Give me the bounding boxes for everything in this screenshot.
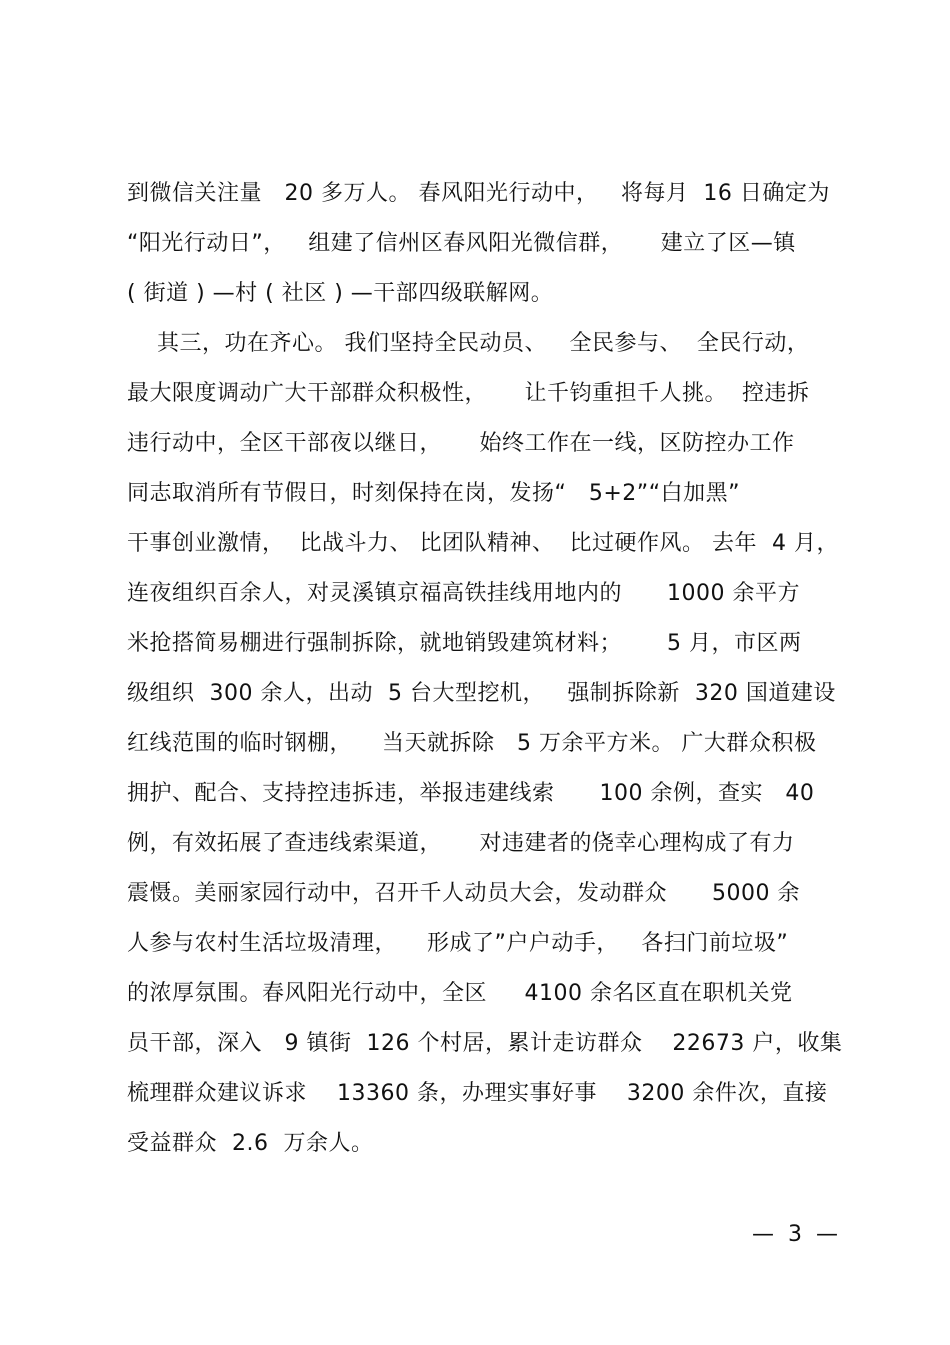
body-text-line: 违行动中，全区干部夜以继日， 始终工作在一线，区防控办工作 (127, 431, 795, 456)
page-number: — 3 — (752, 1222, 838, 1247)
body-text-line: 干事创业激情， 比战斗力、 比团队精神、 比过硬作风。 去年 4 月， (127, 531, 839, 556)
body-text-line: 拥护、配合、支持控违拆违，举报违建线索 100 余例，查实 40 (127, 781, 815, 806)
body-text-line: 梳理群众建议诉求 13360 条，办理实事好事 3200 余件次，直接 (127, 1081, 828, 1106)
body-text-line: 连夜组织百余人，对灵溪镇京福高铁挂线用地内的 1000 余平方 (127, 581, 800, 606)
body-text-line: 受益群众 2.6 万余人。 (127, 1131, 374, 1156)
body-text-line: 同志取消所有节假日，时刻保持在岗，发扬“ 5+2”“白加黑” (127, 481, 740, 506)
body-text-line: 震慑。美丽家园行动中，召开千人动员大会，发动群众 5000 余 (127, 881, 800, 906)
body-text-line: 的浓厚氛围。春风阳光行动中，全区 4100 余名区直在职机关党 (127, 981, 793, 1006)
body-text-line: 员干部，深入 9 镇街 126 个村居，累计走访群众 22673 户，收集 (127, 1031, 843, 1056)
body-text-line: ( 街道 ) —村 ( 社区 ) —干部四级联解网。 (127, 281, 554, 306)
body-text-line: 人参与农村生活垃圾清理， 形成了”户户动手， 各扫门前垃圾” (127, 931, 789, 956)
body-text-line: “阳光行动日”， 组建了信州区春风阳光微信群， 建立了区—镇 (127, 231, 796, 256)
body-text-line: 最大限度调动广大干部群众积极性， 让千钧重担千人挑。 控违拆 (127, 381, 810, 406)
body-text-line: 例，有效拓展了查违线索渠道， 对违建者的侥幸心理构成了有力 (127, 831, 795, 856)
body-text-line: 其三，功在齐心。 我们坚持全民动员、 全民参与、 全民行动， (127, 331, 810, 356)
body-text-line: 红线范围的临时钢棚， 当天就拆除 5 万余平方米。 广大群众积极 (127, 731, 817, 756)
body-text-line: 米抢搭简易棚进行强制拆除，就地销毁建筑材料； 5 月，市区两 (127, 631, 802, 656)
body-text-line: 到微信关注量 20 多万人。 春风阳光行动中， 将每月 16 日确定为 (127, 181, 830, 206)
body-text-line: 级组织 300 余人，出动 5 台大型挖机， 强制拆除新 320 国道建设 (127, 681, 836, 706)
